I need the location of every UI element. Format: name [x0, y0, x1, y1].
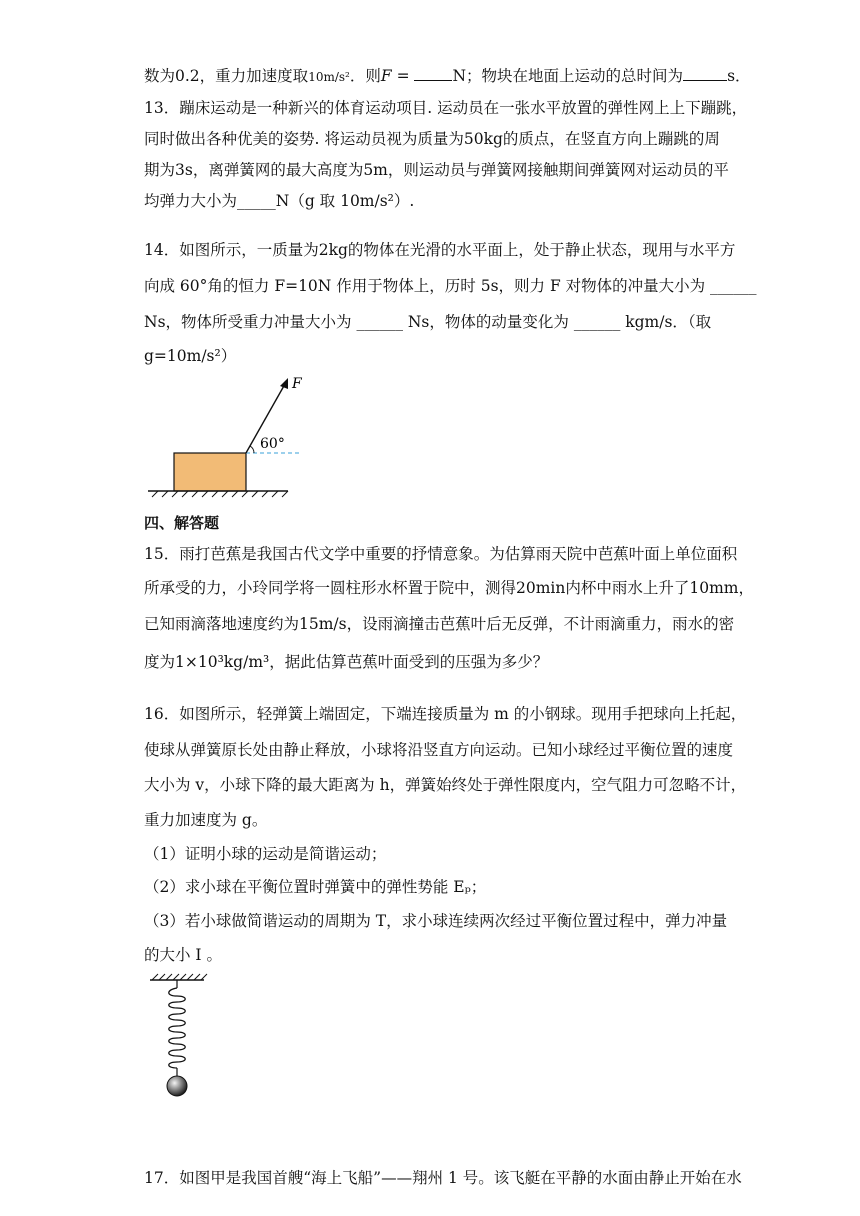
- q14-line-4: g=10m/s²）: [144, 347, 237, 365]
- q14-line-2: 向成 60°角的恒力 F=10N 作用于物体上，历时 5s，则力 F 对物体的冲量大小为 ______: [144, 277, 757, 295]
- q13-line-4: 均弹力大小为_____N（g 取 10m/s²）.: [144, 192, 415, 210]
- text-span: 10m/s²: [308, 70, 350, 84]
- q13-line-3: 期为3s，离弹簧网的最大高度为5m，则运动员与弹簧网接触期间弹簧网对运动员的平: [144, 161, 729, 179]
- answer-blank[interactable]: [683, 66, 727, 81]
- q15-line-3: 已知雨滴落地速度约为15m/s，设雨滴撞击芭蕉叶后无反弹，不计雨滴重力，雨水的密: [144, 615, 735, 633]
- q17-line-1: 17．如图甲是我国首艘“海上飞船”——翔州 1 号。该飞艇在平静的水面由静止开始在水: [144, 1169, 742, 1187]
- q16-line-1: 16．如图所示，轻弹簧上端固定，下端连接质量为 m 的小钢球。现用手把球向上托起，: [144, 705, 747, 723]
- text-span: F: [380, 67, 392, 85]
- section-heading: 四、解答题: [144, 514, 220, 532]
- q16-line-4: 重力加速度为 g。: [144, 811, 268, 829]
- q15-line-2: 所承受的力，小玲同学将一圆柱形水杯置于院中，测得20min内杯中雨水上升了10mm，: [144, 579, 754, 597]
- text-span: ，重力加速度取: [199, 67, 309, 85]
- q16-line-2: 使球从弹簧原长处由静止释放，小球将沿竖直方向运动。已知小球经过平衡位置的速度: [144, 741, 734, 759]
- q16-spring-figure: [146, 972, 208, 1098]
- block: [174, 453, 246, 491]
- text-span: =: [391, 67, 415, 85]
- text-span: ．则: [349, 67, 381, 85]
- answer-blank[interactable]: [414, 66, 452, 81]
- q15-line-4: 度为1×10³kg/m³，据此估算芭蕉叶面受到的压强为多少？: [144, 653, 549, 671]
- q15-line-1: 15．雨打芭蕉是我国古代文学中重要的抒情意象。为估算雨天院中芭蕉叶面上单位面积: [144, 545, 738, 563]
- q16-line-3: 大小为 v，小球下降的最大距离为 h，弹簧始终处于弹性限度内，空气阻力可忽略不计，: [144, 776, 747, 794]
- q16-part-3: （3）若小球做简谐运动的周期为 T，求小球连续两次经过平衡位置过程中，弹力冲量: [144, 912, 728, 930]
- q16-part-3-cont: 的大小 I 。: [144, 946, 222, 964]
- force-label: F: [292, 376, 302, 392]
- q16-part-2: （2）求小球在平衡位置时弹簧中的弹性势能 Eₚ；: [144, 878, 487, 896]
- q14-line-3: Ns，物体所受重力冲量大小为 ______ Ns，物体的动量变化为 ______ kgm/s．（取: [144, 313, 712, 331]
- spring-coil: [169, 988, 186, 1068]
- ground-hatching: [152, 491, 288, 497]
- q14-figure: [146, 370, 306, 498]
- q13-line-2: 同时做出各种优美的姿势. 将运动员视为质量为50kg的质点，在竖直方向上蹦跳的周: [144, 130, 720, 148]
- text-span: 数为: [144, 67, 176, 85]
- q13-line-1: 13．蹦床运动是一种新兴的体育运动项目. 运动员在一张水平放置的弹性网上上下蹦跳，: [144, 99, 748, 117]
- angle-label: 60°: [260, 436, 285, 452]
- q14-line-1: 14．如图所示，一质量为2kg的物体在光滑的水平面上，处于静止状态，现用与水平方: [144, 241, 736, 259]
- q16-part-1: （1）证明小球的运动是简谐运动；: [144, 845, 387, 863]
- steel-ball: [167, 1076, 187, 1096]
- force-arrow-head: [280, 378, 288, 389]
- text-span: 0.2: [175, 67, 200, 85]
- q12-tail-line: [144, 66, 751, 87]
- text-span: s．: [727, 67, 751, 85]
- ceiling-hatching: [152, 974, 207, 980]
- angle-arc: [250, 446, 254, 453]
- text-span: N；物块在地面上运动的总时间为: [452, 67, 684, 85]
